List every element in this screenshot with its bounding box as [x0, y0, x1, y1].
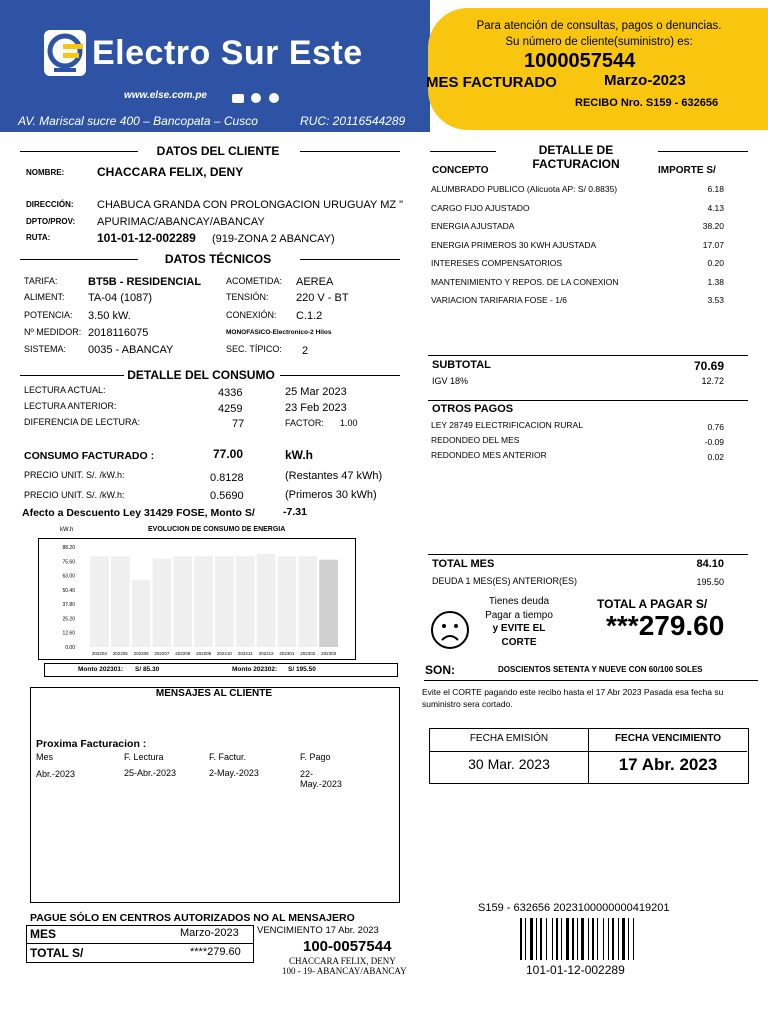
ruta-label: RUTA:	[26, 233, 51, 242]
igv-value: 12.72	[701, 376, 724, 386]
twitter-icon[interactable]	[269, 93, 279, 103]
sistema-value: 0035 - ABANCAY	[88, 344, 174, 356]
section-title-tecnicos: DATOS TÉCNICOS	[164, 252, 272, 266]
mes-facturado-value: Marzo-2023	[604, 72, 686, 89]
chart-bar	[215, 556, 234, 647]
consumo-facturado-unit: kW.h	[285, 448, 314, 462]
lectura-actual-date: 25 Mar 2023	[285, 386, 347, 398]
chart-xtick: 202303	[321, 651, 337, 656]
acometida-value: AEREA	[296, 276, 334, 288]
facturacion-concepto: CARGO FIJO AJUSTADO	[431, 202, 530, 213]
footer-client-loc: 100 - 19- ABANCAY/ABANCAY	[282, 966, 407, 976]
chart-bar	[153, 559, 172, 647]
otros-concepto: REDONDEO DEL MES	[431, 435, 520, 445]
chart-ytick: 88.20	[62, 545, 75, 551]
acometida-label: ACOMETIDA:	[226, 276, 283, 286]
chart-xtick: 202211	[237, 651, 253, 656]
proxima-h-lectura: F. Lectura	[124, 752, 164, 762]
precio1-label: PRECIO UNIT. S/. /kW.h:	[24, 470, 125, 480]
consumo-facturado-value: 77.00	[213, 447, 244, 461]
facturacion-concepto: VARIACION TARIFARIA FOSE - 1/6	[431, 295, 568, 305]
total-pagar-value: ***279.60	[606, 610, 725, 641]
chart-bar	[319, 560, 338, 647]
direccion-value: CHABUCA GRANDA CON PROLONGACION URUGUAY MZ "	[97, 199, 404, 211]
aviso-4: CORTE	[501, 637, 537, 648]
tension-label: TENSIÓN:	[226, 292, 269, 302]
precio1-value: 0.8128	[210, 472, 244, 484]
facturacion-importe: 38.20	[702, 221, 724, 231]
proxima-v-lectura: 25-Abr.-2023	[124, 768, 177, 778]
otros-importe: -0.09	[704, 437, 724, 447]
aliment-value: TA-04 (1087)	[88, 292, 152, 304]
evite-corte: Evite el CORTE pagando este recibo hasta el 17 Abr 2023 Pasada esa fecha su suministro sera cortado.	[422, 687, 724, 709]
monto1-value: S/ 85.30	[135, 666, 160, 673]
chart-ytick: 12.60	[62, 630, 75, 637]
monto1-label: Monto 202301:	[78, 666, 124, 673]
recibo-number: RECIBO Nro. S159 - 632656	[575, 97, 719, 109]
medidor-label: Nº MEDIDOR:	[24, 327, 82, 337]
facturacion-importe: 6.18	[707, 184, 724, 194]
chart-ytick: 75.60	[62, 559, 75, 566]
fecha-venc-value: 17 Abr. 2023	[618, 755, 718, 774]
ruta-extra: (919-ZONA 2 ABANCAY)	[212, 233, 335, 245]
facturacion-importe: 17.07	[702, 239, 724, 250]
chart-bar	[173, 556, 192, 647]
chart-ytick: 63.00	[62, 573, 75, 580]
company-address: AV. Mariscal sucre 400 – Bancopata – Cusco	[18, 114, 258, 128]
otros-concepto: REDONDEO MES ANTERIOR	[431, 450, 547, 460]
proxima-h-mes: Mes	[36, 752, 54, 762]
fecha-emision-label: FECHA EMISIÓN	[469, 733, 549, 744]
footer-client-number: 100-0057544	[303, 938, 392, 955]
aliment-label: ALIMENT:	[24, 292, 65, 302]
nombre-label: NOMBRE:	[26, 168, 65, 177]
tarifa-value: BT5B - RESIDENCIAL	[88, 276, 202, 288]
proxima-v-pago: 22-May.-2023	[300, 769, 342, 789]
fecha-venc-label: FECHA VENCIMIENTO	[614, 733, 722, 744]
factor-label: FACTOR:	[285, 418, 324, 428]
barcode-icon	[520, 918, 660, 965]
proxima-v-factur: 2-May.-2023	[209, 768, 259, 778]
fecha-emision-value: 30 Mar. 2023	[468, 756, 550, 772]
atencion-line1: Para atención de consultas, pagos o denuncias.	[476, 20, 722, 32]
factor-value: 1.00	[340, 418, 358, 428]
chart-xtick: 202208	[175, 651, 191, 656]
facturacion-concepto: MANTENIMIENTO Y REPOS. DE LA CONEXION	[431, 276, 619, 287]
direccion-label: DIRECCIÓN:	[26, 200, 74, 209]
son-label: SON:	[425, 663, 455, 677]
otros-importe: 0.76	[707, 422, 724, 432]
afecto-fose: Afecto a Descuento Ley 31429 FOSE, Monto S/	[22, 507, 255, 519]
chart-xtick: 202212	[258, 651, 274, 656]
facturacion-concepto: ENERGIA AJUSTADA	[431, 221, 515, 231]
total-mes-label: TOTAL MES	[432, 558, 495, 570]
chart-ytick: 0.00	[65, 645, 75, 651]
aviso-2: Pagar a tiempo	[485, 610, 553, 621]
chart-bar	[298, 556, 317, 647]
afecto-fose-monto: -7.31	[283, 506, 307, 518]
monofasico-note: MONOFASICO-Electronico-2 Hilos	[226, 329, 332, 336]
sad-face-icon	[430, 610, 470, 655]
facturacion-importe: 3.53	[707, 295, 724, 305]
subtotal-value: 70.69	[693, 359, 724, 373]
son-value: DOSCIENTOS SETENTA Y NUEVE CON 60/100 SOLES	[498, 665, 703, 674]
chart-bar	[257, 554, 276, 647]
dpto-label: DPTO/PROV:	[26, 217, 76, 226]
total-mes-value: 84.10	[696, 558, 724, 570]
monto2-value: S/ 195.50	[288, 666, 316, 673]
deuda-value: 195.50	[696, 577, 724, 587]
section-title-consumo: DETALLE DEL CONSUMO	[127, 368, 275, 382]
deuda-label: DEUDA 1 MES(ES) ANTERIOR(ES)	[432, 576, 578, 586]
chart-xtick: 202205	[112, 651, 128, 656]
conexion-value: C.1.2	[296, 310, 323, 322]
chart-xtick: 202302	[300, 651, 316, 656]
subtotal-label: SUBTOTAL	[432, 359, 491, 371]
chart-bar	[90, 556, 109, 647]
proxima-h-factur: F. Factur.	[209, 752, 247, 762]
potencia-label: POTENCIA:	[24, 310, 73, 320]
facturacion-concepto: INTERESES COMPENSATORIOS	[431, 258, 562, 268]
facturacion-concepto: ALUMBRADO PUBLICO (Alicuota AP: S/ 0.8835)	[431, 184, 618, 194]
lectura-actual-value: 4336	[218, 387, 243, 399]
section-title-cliente: DATOS DEL CLIENTE	[156, 144, 280, 158]
chart-bar	[236, 556, 255, 647]
mensajes-title: MENSAJES AL CLIENTE	[155, 688, 273, 699]
chart-xtick: 202209	[196, 651, 212, 656]
web-link[interactable]: www.else.com.pe	[124, 90, 207, 101]
precio1-note: (Restantes 47 kWh)	[285, 470, 383, 482]
footer-mes-label: MES	[30, 927, 57, 941]
client-number: 1000057544	[524, 50, 636, 72]
diferencia-value: 77	[232, 418, 245, 430]
sec-label: SEC. TÍPICO:	[226, 344, 282, 354]
section-title-facturacion: DETALLE DE FACTURACION	[532, 143, 620, 171]
consumption-chart	[38, 538, 356, 660]
facturacion-importe: 0.20	[707, 258, 724, 268]
concepto-header: CONCEPTO	[432, 165, 489, 176]
otros-importe: 0.02	[707, 452, 724, 462]
dpto-value: APURIMAC/ABANCAY/ABANCAY	[97, 216, 265, 228]
footer-total-value: ****279.60	[190, 946, 241, 958]
mes-facturado-label: MES FACTURADO	[426, 74, 557, 91]
footer-client-name: CHACCARA FELIX, DENY	[289, 956, 396, 966]
total-pagar-label: TOTAL A PAGAR S/	[597, 597, 708, 611]
social-icons	[232, 90, 279, 108]
tension-value: 220 V - BT	[296, 292, 349, 304]
proxima-h-pago: F. Pago	[300, 752, 331, 762]
sec-value: 2	[302, 345, 309, 357]
chart-ylabel: kW.h	[60, 527, 74, 533]
tarifa-label: TARIFA:	[24, 276, 58, 286]
chart-xtick: 202206	[133, 651, 149, 656]
chart-xtick: 202204	[91, 651, 107, 656]
igv-label: IGV 18%	[432, 376, 469, 386]
diferencia-label: DIFERENCIA DE LECTURA:	[24, 417, 141, 427]
precio2-label: PRECIO UNIT. S/. /kW.h:	[24, 490, 125, 500]
lectura-anterior-date: 23 Feb 2023	[285, 402, 347, 414]
footer-vencimiento: VENCIMIENTO 17 Abr. 2023	[257, 925, 379, 936]
footer-mes-value: Marzo-2023	[180, 927, 239, 939]
barcode-bottom-text: 101-01-12-002289	[526, 963, 625, 977]
facturacion-importe: 4.13	[707, 202, 724, 213]
chart-ytick: 25.20	[62, 616, 75, 623]
facebook-icon[interactable]	[251, 93, 261, 103]
aviso-3: y EVITE EL	[492, 623, 546, 634]
company-ruc: RUC: 20116544289	[300, 114, 406, 128]
chart-svg	[39, 539, 355, 659]
sistema-label: SISTEMA:	[24, 344, 67, 354]
proxima-title: Proxima Facturacion :	[36, 738, 147, 750]
pague-aviso: PAGUE SÓLO EN CENTROS AUTORIZADOS NO AL MENSAJERO	[30, 912, 355, 924]
chart-ytick: 50.40	[62, 587, 75, 594]
brand-name: Electro Sur Este	[92, 34, 363, 72]
facturacion-importe: 1.38	[707, 276, 724, 287]
conexion-label: CONEXIÓN:	[226, 310, 277, 320]
precio2-note: (Primeros 30 kWh)	[285, 489, 377, 501]
lectura-anterior-value: 4259	[218, 403, 243, 415]
chart-xtick: 202301	[279, 651, 295, 656]
medidor-value: 2018116075	[88, 327, 149, 339]
chart-bar	[132, 580, 151, 647]
potencia-value: 3.50 kW.	[88, 310, 131, 322]
mensajes-box	[30, 687, 400, 903]
proxima-v-mes: Abr.-2023	[36, 769, 76, 779]
atencion-line2: Su número de cliente(suministro) es:	[505, 36, 693, 48]
chart-ytick: 37.80	[62, 602, 75, 609]
aviso-1: Tienes deuda	[488, 596, 550, 607]
chart-xtick: 202207	[154, 651, 170, 656]
brand-logo-icon	[44, 30, 86, 76]
chart-xtick: 202210	[216, 651, 232, 656]
precio2-value: 0.5690	[210, 490, 244, 502]
chart-bar	[194, 556, 213, 647]
importe-header: IMPORTE S/	[658, 165, 716, 176]
chart-bar	[278, 556, 297, 647]
facturacion-concepto: ENERGIA PRIMEROS 30 KWH AJUSTADA	[431, 239, 597, 250]
lectura-anterior-label: LECTURA ANTERIOR:	[24, 401, 117, 411]
youtube-icon[interactable]	[232, 94, 244, 103]
ruta-value: 101-01-12-002289	[97, 231, 196, 245]
monto2-label: Monto 202302:	[232, 666, 278, 673]
otros-pagos-label: OTROS PAGOS	[432, 403, 514, 415]
chart-title: EVOLUCION DE CONSUMO DE ENERGIA	[148, 526, 286, 533]
chart-bar	[111, 556, 130, 647]
footer-total-label: TOTAL S/	[30, 946, 84, 960]
nombre-value: CHACCARA FELIX, DENY	[97, 165, 244, 179]
otros-concepto: LEY 28749 ELECTRIFICACION RURAL	[431, 420, 583, 430]
consumo-facturado-label: CONSUMO FACTURADO :	[24, 450, 155, 462]
lectura-actual-label: LECTURA ACTUAL:	[24, 385, 106, 395]
barcode-top-text: S159 - 632656 2023100000000419201	[478, 902, 670, 914]
